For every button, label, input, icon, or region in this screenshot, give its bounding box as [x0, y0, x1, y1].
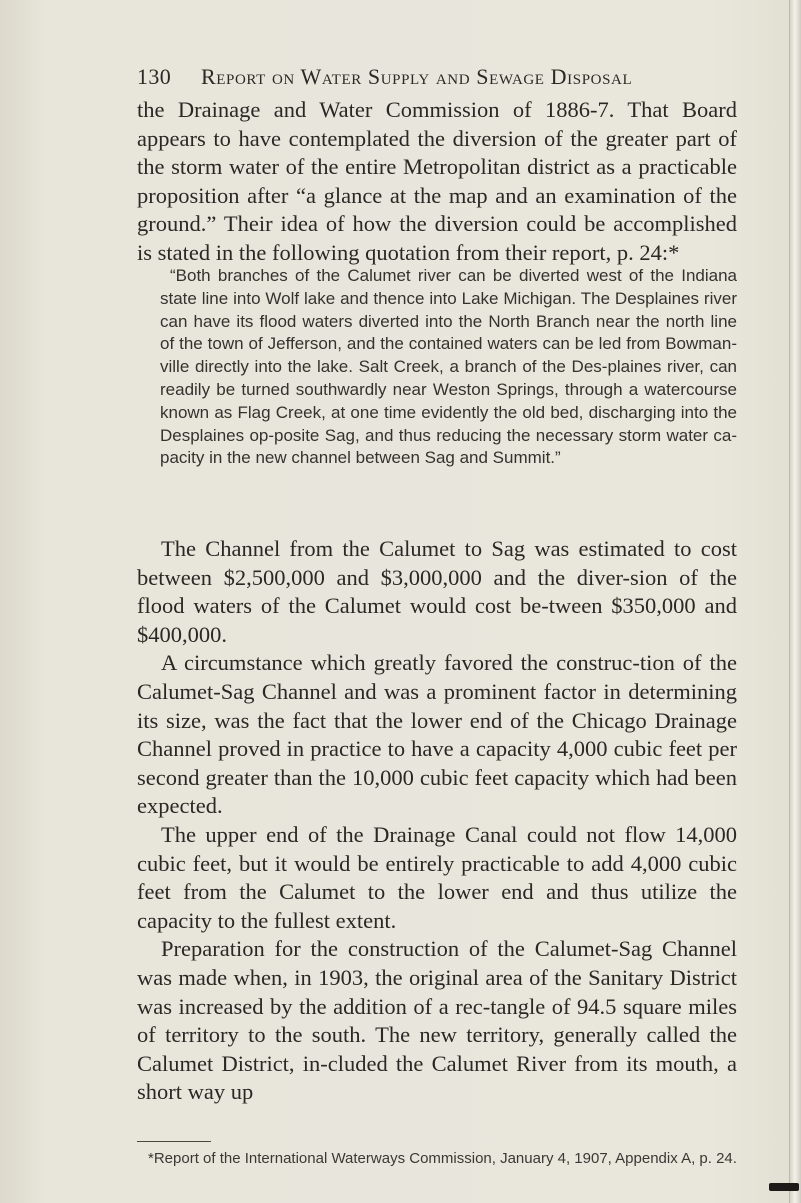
- scan-mark: [769, 1183, 799, 1191]
- paragraph-4: The upper end of the Drainage Canal could not flow 14,000 cubic feet, but it would be entirely practicable to add 4,000 cubic feet from the Calumet to the lower end and thus utilize the capacity to the fullest extent.: [137, 821, 737, 933]
- running-header: [137, 64, 737, 94]
- body-text-top: [137, 96, 737, 268]
- block-quotation: [160, 265, 737, 470]
- footnote: [140, 1150, 740, 1168]
- body-text-main: [137, 535, 737, 1107]
- paragraph-3: A circumstance which greatly favored the construc-tion of the Calumet-Sag Channel and was a prominent factor in determining its size, was the fact that the lower end of the Chicago Drainage Channel proved in practice to have a capacity 4,000 cubic feet per second greater than the 10,000 cubic feet capacity which had been expected.: [137, 650, 737, 819]
- running-title: Report on Water Supply and Sewage Disposal: [201, 64, 633, 89]
- footnote-rule: [137, 1141, 211, 1142]
- page-edge: [789, 0, 801, 1203]
- paragraph-2: The Channel from the Calumet to Sag was estimated to cost between $2,500,000 and $3,000,000 and the diver-sion of the flood waters of the Calumet would cost be-tween $350,000 and $400,000.: [137, 536, 737, 647]
- quotation-text: “Both branches of the Calumet river can be diverted west of the Indiana state line into Wolf lake and thence into Lake Michigan. The Desplaines river can have its flood waters diverted into the North Branch near the north line of the town of Jefferson, and the contained waters can be led from Bowman-ville directly into the lake. Salt Creek, a branch of the Des-plaines river, can readily be turned southwardly near Weston Springs, through a watercourse known as Flag Creek, at one time evidently the old bed, discharging into the Desplaines op-posite Sag, and thus reducing the necessary storm water ca-pacity in the new channel between Sag and Summit.”: [160, 266, 737, 468]
- paragraph-1: the Drainage and Water Commission of 1886-7. That Board appears to have contemplated the diversion of the greater part of the storm water of the entire Metropolitan district as a practicable proposition after “a glance at the map and an examination of the ground.” Their idea of how the diversion could be accomplished is stated in the following quotation from their report, p. 24:*: [137, 97, 737, 265]
- paragraph-5: Preparation for the construction of the Calumet-Sag Channel was made when, in 1903, the original area of the Sanitary District was increased by the addition of a rec-tangle of 94.5 square miles of territory to the south. The new territory, generally called the Calumet District, in-cluded the Calumet River from its mouth, a short way up: [137, 936, 737, 1105]
- footnote-text: *Report of the International Waterways Commission, January 4, 1907, Appendix A, p. 24.: [148, 1150, 737, 1167]
- page-number: 130: [137, 64, 172, 89]
